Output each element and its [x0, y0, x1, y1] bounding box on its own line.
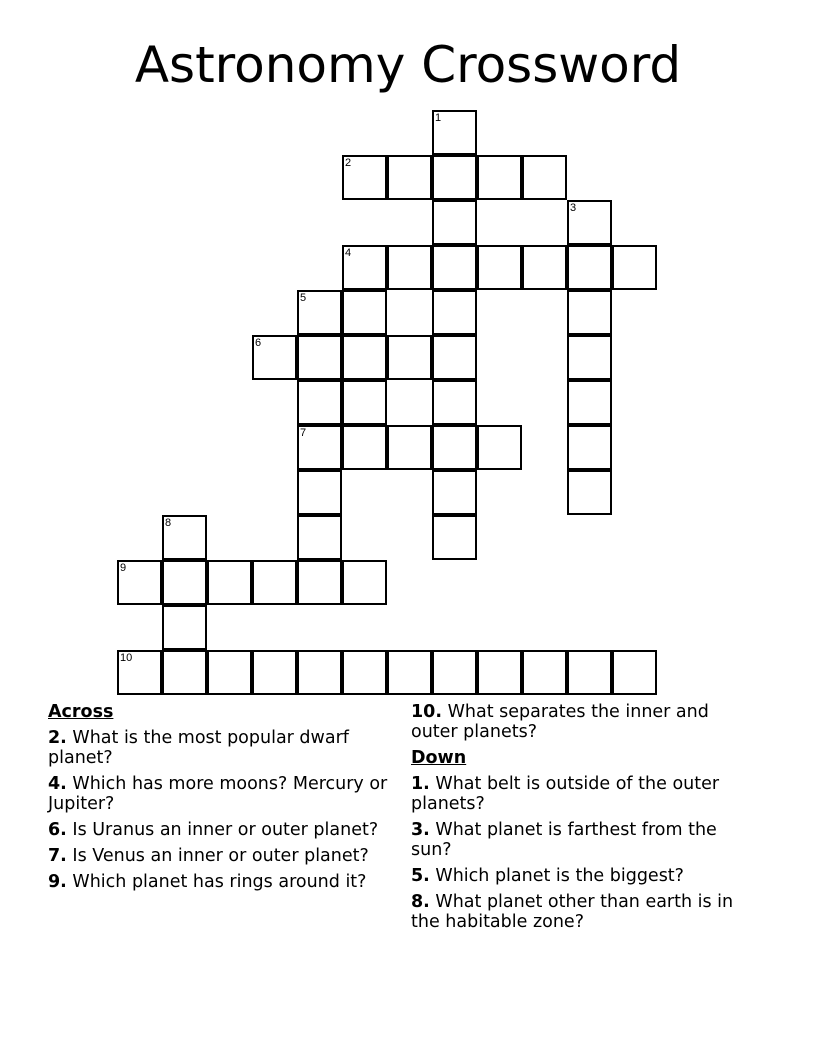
grid-cell[interactable]: [522, 155, 567, 200]
clue-number: 1.: [411, 774, 430, 794]
grid-cell[interactable]: [612, 650, 657, 695]
grid-cell[interactable]: [477, 425, 522, 470]
grid-cell[interactable]: [387, 335, 432, 380]
clue-number: 10.: [411, 702, 443, 722]
clue-text: Which planet has rings around it?: [72, 872, 367, 892]
clues-left-column: [48, 702, 393, 898]
clue-number: 4.: [48, 774, 67, 794]
down-heading: Down: [411, 748, 467, 768]
grid-cell[interactable]: [567, 650, 612, 695]
grid-cell[interactable]: [297, 290, 342, 335]
clue-number: 8.: [411, 892, 430, 912]
grid-cell[interactable]: [567, 200, 612, 245]
cell-number: 5: [300, 292, 307, 304]
grid-cell[interactable]: [342, 650, 387, 695]
cell-number: 7: [300, 427, 307, 439]
grid-cell[interactable]: [432, 470, 477, 515]
grid-cell[interactable]: [567, 470, 612, 515]
clue-text: What separates the inner and outer planets?: [411, 702, 709, 742]
cell-number: 1: [435, 112, 442, 124]
grid-cell[interactable]: [567, 380, 612, 425]
grid-cell[interactable]: [432, 380, 477, 425]
clue-number: 9.: [48, 872, 67, 892]
clue-text: What is the most popular dwarf planet?: [48, 728, 349, 768]
across-heading: Across: [48, 702, 114, 722]
clue-down-1: [411, 774, 756, 814]
grid-cell[interactable]: [297, 470, 342, 515]
clue-down-3: [411, 820, 756, 860]
grid-cell[interactable]: [387, 650, 432, 695]
clue-text: Which planet is the biggest?: [435, 866, 684, 886]
clue-number: 2.: [48, 728, 67, 748]
grid-cell[interactable]: [342, 155, 387, 200]
grid-cell[interactable]: [432, 335, 477, 380]
grid-cell[interactable]: [387, 245, 432, 290]
grid-cell[interactable]: [387, 155, 432, 200]
clue-text: Which has more moons? Mercury or Jupiter?: [48, 774, 388, 814]
cell-number: 10: [120, 652, 133, 664]
grid-cell[interactable]: [612, 245, 657, 290]
grid-cell[interactable]: [342, 560, 387, 605]
clue-number: 3.: [411, 820, 430, 840]
grid-cell[interactable]: [342, 335, 387, 380]
grid-cell[interactable]: [567, 245, 612, 290]
clue-text: Is Uranus an inner or outer planet?: [72, 820, 379, 840]
clue-text: What planet is farthest from the sun?: [411, 820, 717, 860]
grid-cell[interactable]: [522, 650, 567, 695]
grid-cell[interactable]: [117, 650, 162, 695]
grid-cell[interactable]: [252, 560, 297, 605]
grid-cell[interactable]: [297, 650, 342, 695]
grid-cell[interactable]: [297, 380, 342, 425]
grid-cell[interactable]: [207, 560, 252, 605]
grid-cell[interactable]: [162, 650, 207, 695]
grid-cell[interactable]: [432, 155, 477, 200]
grid-cell[interactable]: [567, 425, 612, 470]
grid-cell[interactable]: [342, 380, 387, 425]
cell-number: 6: [255, 337, 262, 349]
grid-cell[interactable]: [477, 650, 522, 695]
clue-down-5: [411, 866, 756, 886]
grid-cell[interactable]: [432, 650, 477, 695]
grid-cell[interactable]: [297, 515, 342, 560]
clue-number: 7.: [48, 846, 67, 866]
grid-cell[interactable]: [432, 290, 477, 335]
grid-cell[interactable]: [207, 650, 252, 695]
clue-number: 5.: [411, 866, 430, 886]
grid-cell[interactable]: [162, 605, 207, 650]
clue-across-6: [48, 820, 393, 840]
clue-text: What planet other than earth is in the habitable zone?: [411, 892, 734, 932]
clue-number: 6.: [48, 820, 67, 840]
grid-cell[interactable]: [252, 650, 297, 695]
clue-down-8: [411, 892, 756, 932]
grid-cell[interactable]: [297, 425, 342, 470]
grid-cell[interactable]: [162, 515, 207, 560]
grid-cell[interactable]: [522, 245, 567, 290]
grid-cell[interactable]: [567, 290, 612, 335]
grid-cell[interactable]: [342, 245, 387, 290]
grid-cell[interactable]: [432, 515, 477, 560]
clue-text: Is Venus an inner or outer planet?: [72, 846, 369, 866]
grid-cell[interactable]: [162, 560, 207, 605]
clue-across-2: [48, 728, 393, 768]
cell-number: 3: [570, 202, 577, 214]
grid-cell[interactable]: [342, 290, 387, 335]
grid-cell[interactable]: [432, 245, 477, 290]
grid-cell[interactable]: [387, 425, 432, 470]
clue-text: What belt is outside of the outer planets?: [411, 774, 720, 814]
clue-across-9: [48, 872, 393, 892]
cell-number: 8: [165, 517, 172, 529]
grid-cell[interactable]: [432, 200, 477, 245]
cell-number: 2: [345, 157, 352, 169]
grid-cell[interactable]: [297, 560, 342, 605]
grid-cell[interactable]: [117, 560, 162, 605]
grid-cell[interactable]: [342, 425, 387, 470]
clue-across-10: [411, 702, 756, 742]
clue-across-4: [48, 774, 393, 814]
grid-cell[interactable]: [432, 110, 477, 155]
cell-number: 4: [345, 247, 352, 259]
grid-cell[interactable]: [432, 425, 477, 470]
grid-cell[interactable]: [252, 335, 297, 380]
grid-cell[interactable]: [297, 335, 342, 380]
cell-number: 9: [120, 562, 127, 574]
grid-cell[interactable]: [477, 155, 522, 200]
clues-right-column: [411, 702, 756, 938]
grid-cell[interactable]: [477, 245, 522, 290]
grid-cell[interactable]: [567, 335, 612, 380]
clue-across-7: [48, 846, 393, 866]
page-title: Astronomy Crossword: [134, 36, 682, 94]
